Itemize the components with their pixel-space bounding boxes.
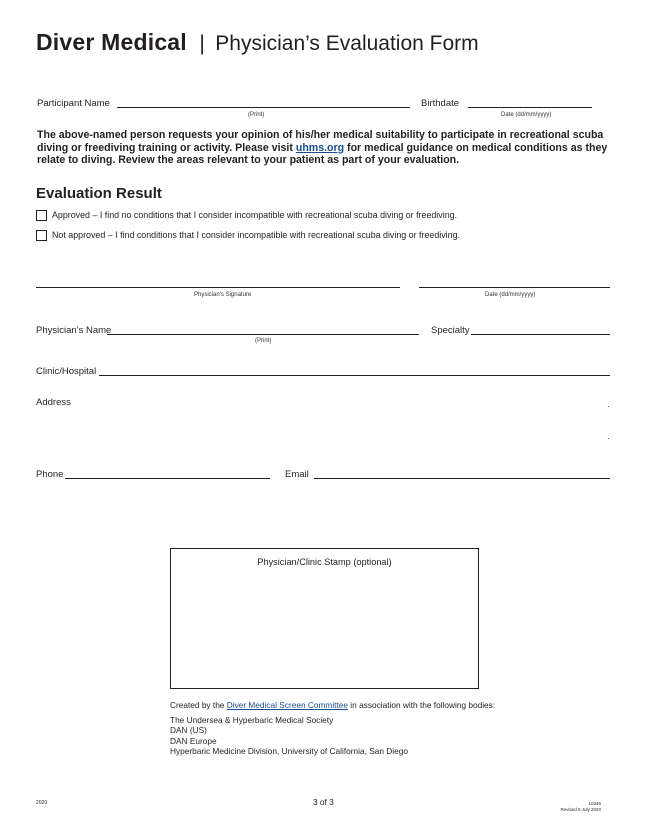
participant-print-hint: (Print) bbox=[248, 112, 265, 118]
clinic-field[interactable] bbox=[99, 375, 610, 376]
page-title bbox=[36, 29, 479, 56]
email-field[interactable] bbox=[314, 478, 610, 479]
title-separator: | bbox=[199, 32, 205, 55]
birthdate-field[interactable] bbox=[468, 107, 592, 108]
address-field[interactable] bbox=[72, 396, 610, 444]
footer-year: 2020 bbox=[36, 800, 48, 806]
specialty-label: Specialty bbox=[431, 325, 470, 336]
physician-name-label: Physician’s Name bbox=[36, 325, 112, 336]
participant-name-field[interactable] bbox=[117, 107, 410, 108]
phone-field[interactable] bbox=[65, 478, 270, 479]
intro-text-end: for medical guidance on medical conditions as they relate to diving. Review the areas relevant to your patient as part of your evaluation. bbox=[37, 141, 608, 167]
credits-line bbox=[170, 700, 590, 710]
credits-suffix: in association with the following bodies: bbox=[348, 700, 496, 710]
credits-prefix: Created by the bbox=[170, 700, 227, 710]
birthdate-date-hint: Date (dd/mm/yyyy) bbox=[501, 112, 552, 118]
credits-bodies-list bbox=[170, 715, 408, 756]
credits-body: Hyperbaric Medicine Division, University of California, San Diego bbox=[170, 745, 408, 756]
specialty-field[interactable] bbox=[471, 334, 610, 335]
intro-text-start: The above-named person requests your opinion of his/her medical suitability to participate in recreational scuba diving or freediving training or activity. Please visit bbox=[37, 129, 604, 154]
evaluation-heading: Evaluation Result bbox=[36, 185, 162, 202]
credits-body: DAN Europe bbox=[170, 735, 217, 746]
page-number: 3 of 3 bbox=[313, 797, 334, 807]
form-title: Physician’s Evaluation Form bbox=[215, 32, 479, 55]
clinic-label: Clinic/Hospital bbox=[36, 366, 97, 377]
credits-body: DAN (US) bbox=[170, 725, 207, 736]
credits-body: The Undersea & Hyperbaric Medical Society bbox=[170, 715, 334, 725]
not-approved-option-label: Not approved – I find conditions that I consider incompatible with recreational scuba diving or freediving. bbox=[52, 230, 460, 240]
not-approved-checkbox[interactable] bbox=[36, 230, 47, 241]
uhms-link[interactable]: uhms.org bbox=[295, 141, 345, 154]
birthdate-label: Birthdate bbox=[421, 98, 460, 109]
email-label: Email bbox=[285, 469, 309, 480]
brand-name: Diver Medical bbox=[36, 29, 187, 55]
revision-date: Revised 9 July 2020 bbox=[560, 807, 601, 812]
signature-field[interactable] bbox=[36, 287, 400, 288]
intro-paragraph bbox=[37, 129, 612, 167]
participant-name-label: Participant Name bbox=[37, 98, 110, 109]
approved-option-label: Approved – I find no conditions that I consider incompatible with recreational scuba diving or freediving. bbox=[52, 210, 458, 220]
signature-date-hint: Date (dd/mm/yyyy) bbox=[485, 292, 536, 298]
form-code: 10346 bbox=[588, 801, 601, 806]
stamp-box[interactable] bbox=[170, 548, 479, 689]
address-label: Address bbox=[36, 397, 71, 408]
address-line-mark bbox=[608, 438, 609, 439]
phone-label: Phone bbox=[36, 469, 64, 480]
committee-link[interactable]: Diver Medical Screen Committee bbox=[226, 700, 348, 710]
stamp-label: Physician/Clinic Stamp (optional) bbox=[257, 557, 392, 567]
physician-print-hint: (Print) bbox=[255, 338, 272, 344]
physician-name-field[interactable] bbox=[107, 334, 419, 335]
address-line-mark bbox=[608, 406, 609, 407]
footer-meta bbox=[560, 801, 601, 813]
signature-hint: Physician’s Signature bbox=[194, 292, 252, 298]
approved-checkbox[interactable] bbox=[36, 210, 47, 221]
signature-date-field[interactable] bbox=[419, 287, 610, 288]
